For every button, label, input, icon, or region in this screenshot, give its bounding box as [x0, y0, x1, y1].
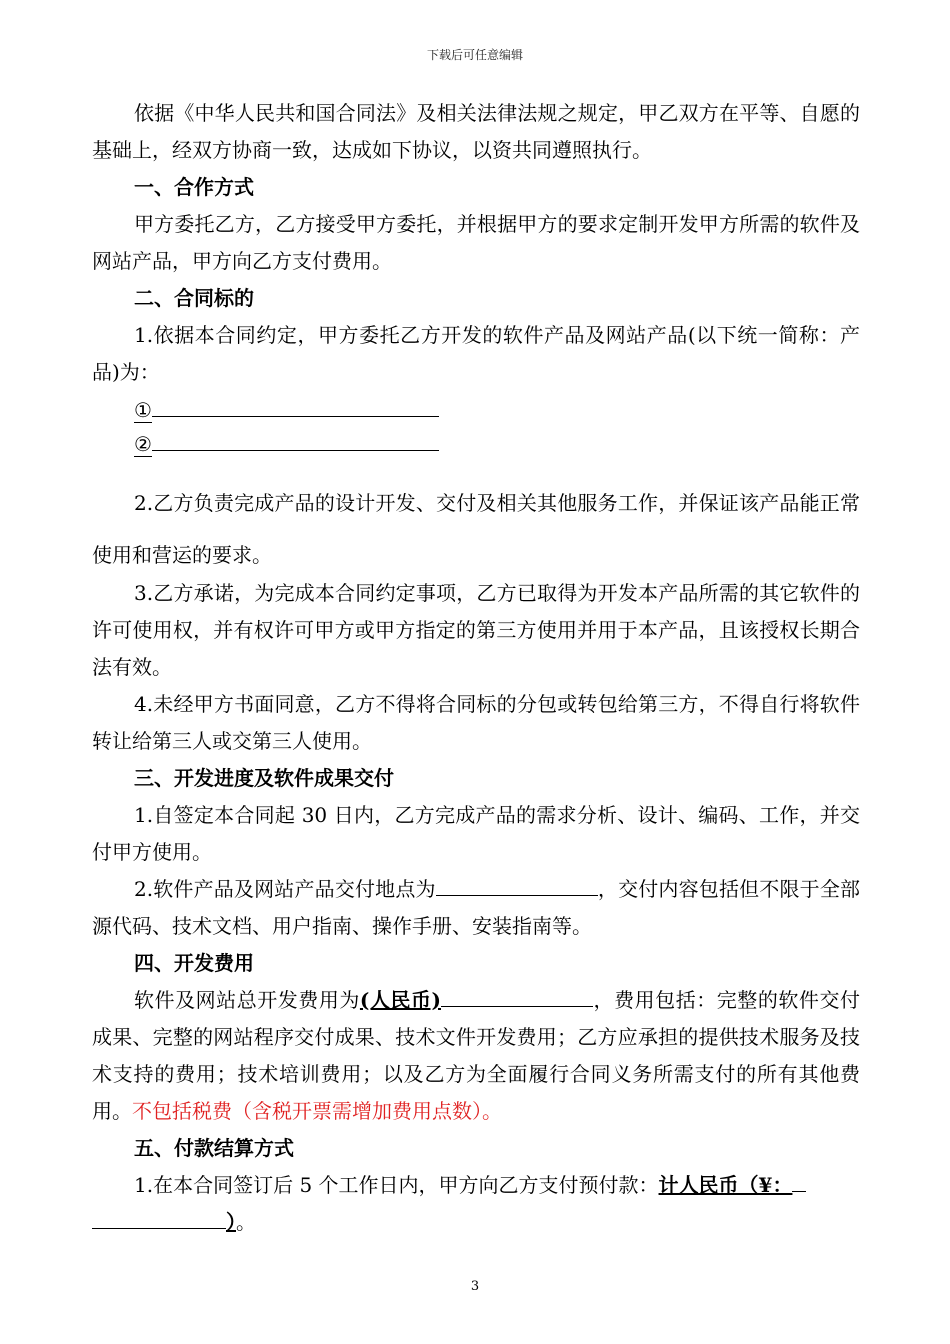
product-2-blank[interactable]: [152, 428, 439, 451]
contract-body: [92, 95, 860, 1241]
section-2-clause-2: 2.乙方负责完成产品的设计开发、交付及相关其他服务工作，并保证该产品能正常使用和营运的要求。: [92, 491, 860, 567]
payment-close-paren: ）: [226, 1210, 236, 1234]
delivery-location-blank[interactable]: [436, 873, 598, 896]
delivery-text-b: ，交付内容包括但不限于全部源代码、技术文档、用户指南、操作手册、安装指南等。: [92, 877, 860, 938]
section-2-clause-3: 3.乙方承诺，为完成本合同约定事项，乙方已取得为开发本产品所需的其它软件的许可使用权，并有权许可甲方或甲方指定的第三方使用并用于本产品，且该授权长期合法有效。: [92, 581, 860, 679]
section-1-title: 一、合作方式: [134, 175, 254, 199]
section-2-title: 二、合同标的: [134, 286, 254, 310]
page-number: 3: [470, 1279, 480, 1294]
section-2-clause-1: 1.依据本合同约定，甲方委托乙方开发的软件产品及网站产品(以下统一简称：产品)为：: [92, 323, 860, 384]
payment-text-a: 1.在本合同签订后 5 个工作日内，甲方向乙方支付预付款：: [134, 1173, 659, 1197]
fee-rmb-label: (人民币): [359, 988, 441, 1012]
product-slot-2: [92, 427, 860, 461]
section-5-clause-1: [92, 1167, 860, 1241]
payment-amount-blank-2[interactable]: [92, 1206, 226, 1229]
section-2-clause-4: 4.未经甲方书面同意，乙方不得将合同标的分包或转包给第三方，不得自行将软件转让给第三人或交第三人使用。: [92, 692, 860, 753]
payment-rmb-label: 计人民币（¥：: [658, 1173, 793, 1197]
section-4-paragraph: [92, 982, 860, 1130]
product-1-blank[interactable]: [152, 394, 439, 417]
fee-text-b: ，费用包括：完整的软件交付成果、完整的网站程序交付成果、技术文件开发费用；乙方应承担的提供技术服务及技术支持的费用；技术培训费用；以及乙方为全面履行合同义务所需支付的所有其他费用。: [92, 988, 860, 1123]
payment-end: 。: [236, 1210, 256, 1234]
section-1-paragraph: 甲方委托乙方，乙方接受甲方委托，并根据甲方的要求定制开发甲方所需的软件及网站产品，甲方向乙方支付费用。: [92, 212, 860, 273]
fee-text-a: 软件及网站总开发费用为: [134, 988, 360, 1012]
section-3-clause-1: 1.自签定本合同起 30 日内，乙方完成产品的需求分析、设计、编码、工作，并交付甲方使用。: [92, 803, 860, 864]
section-3-title: 三、开发进度及软件成果交付: [134, 766, 394, 790]
product-slot-1: [92, 393, 860, 427]
item-marker-1: ①: [134, 398, 152, 422]
payment-amount-blank-1[interactable]: [792, 1169, 806, 1192]
tax-note: 不包括税费（含税开票需增加费用点数）。: [132, 1099, 502, 1123]
section-5-title: 五、付款结算方式: [134, 1136, 294, 1160]
section-4-title: 四、开发费用: [134, 951, 254, 975]
fee-amount-blank[interactable]: [441, 984, 593, 1007]
delivery-text-a: 2.软件产品及网站产品交付地点为: [134, 877, 436, 901]
page-header: 下载后可任意编辑: [426, 48, 523, 62]
intro-paragraph: 依据《中华人民共和国合同法》及相关法律法规之规定，甲乙双方在平等、自愿的基础上，经双方协商一致，达成如下协议，以资共同遵照执行。: [92, 101, 860, 162]
item-marker-2: ②: [134, 432, 152, 456]
section-3-clause-2: [92, 871, 860, 945]
